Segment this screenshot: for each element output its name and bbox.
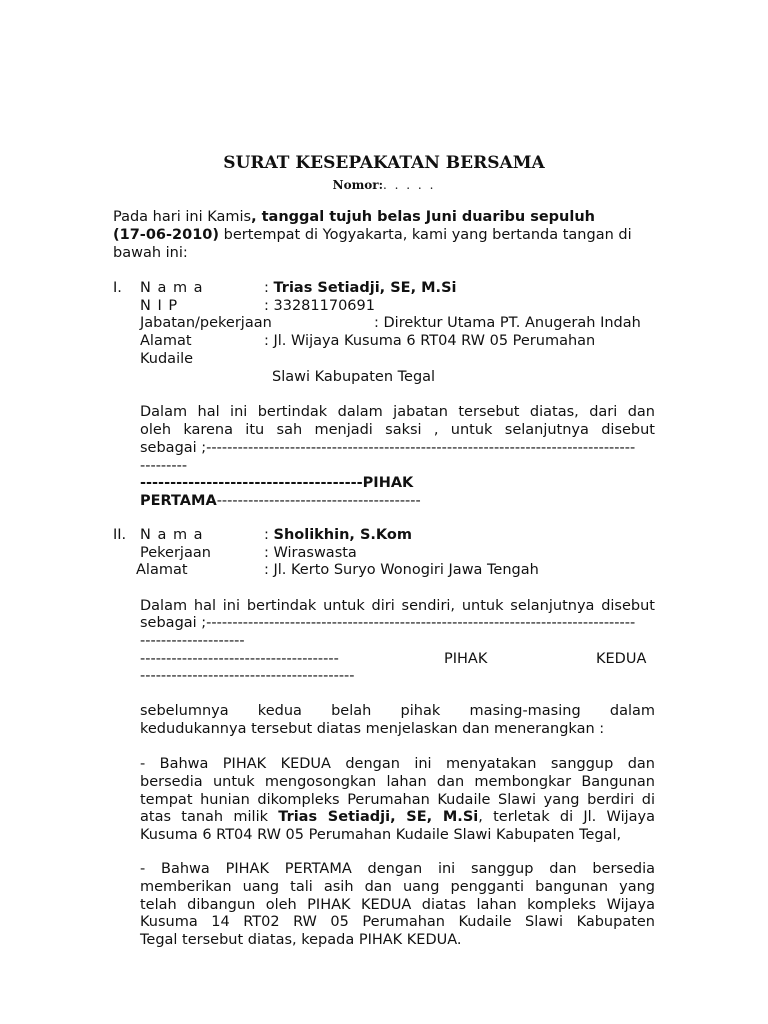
- party2-alamat: Jl. Kerto Suryo Wonogiri Jawa Tengah: [273, 562, 539, 578]
- party1-dashes: ---------------------------------------: [216, 493, 421, 509]
- party1-alamat-label: Alamat: [140, 333, 192, 349]
- document-title: SURAT KESEPAKATAN BERSAMA: [223, 153, 545, 173]
- statement-1-text-a: atas tanah milik: [140, 809, 279, 825]
- party2-pihak-dashes: --------------------------------------: [140, 651, 339, 667]
- statement-1-text-c: , terletak di Jl. Wijaya: [478, 809, 655, 825]
- party2-name: Sholikhin, S.Kom: [273, 527, 412, 543]
- nomor-value: . . . . .: [383, 178, 436, 192]
- party2-kedua: KEDUA: [596, 651, 647, 667]
- intro-date-words: , tanggal tujuh belas Juni duaribu sepuluh: [251, 209, 595, 225]
- colon: :: [264, 545, 274, 561]
- statement-2-line-3: telah dibangun oleh PIHAK KEDUA diatas lahan kompleks Wijaya: [140, 897, 655, 913]
- statement-1-owner: Trias Setiadji, SE, M.Si: [278, 809, 479, 825]
- party1-alamat-cont2: Slawi Kabupaten Tegal: [272, 369, 436, 385]
- party1-pihak-line: -------------------------------------PIHAK: [140, 475, 414, 491]
- party2-pekerjaan: Wiraswasta: [273, 545, 357, 561]
- party1-nama-label: N a m a: [140, 280, 204, 296]
- statement-2-line-4: Kusuma 14 RT02 RW 05 Perumahan Kudaile Slawi Kabupaten: [140, 914, 655, 930]
- statement-2-line-5: Tegal tersebut diatas, kepada PIHAK KEDUA.: [140, 932, 462, 948]
- party1-para-line-4: ---------: [140, 458, 188, 474]
- party1-number: I.: [113, 280, 122, 296]
- party2-nama-value: [264, 526, 412, 544]
- colon: :: [264, 562, 274, 578]
- party1-name: Trias Setiadji, SE, M.Si: [273, 280, 457, 296]
- party1-nip: 33281170691: [273, 298, 375, 314]
- statement-intro-line-1: sebelumnya kedua belah pihak masing-masing dalam: [140, 703, 655, 719]
- party1-nip-value: [264, 297, 375, 315]
- party2-pekerjaan-value: [264, 544, 357, 562]
- intro-line-1: [113, 208, 595, 226]
- party1-alamat-cont: Kudaile: [140, 351, 194, 367]
- party2-alamat-value: [264, 561, 539, 579]
- party2-para-line-2: sebagai ;----------------------------------------------------------------------------------: [140, 615, 636, 631]
- statement-1-line-5: Kusuma 6 RT04 RW 05 Perumahan Kudaile Slawi Kabupaten Tegal,: [140, 827, 622, 843]
- document-number: [0, 176, 768, 194]
- party1-jabatan-value: : Direktur Utama PT. Anugerah Indah: [374, 315, 641, 331]
- statement-2-line-1: - Bahwa PIHAK PERTAMA dengan ini sanggup dan bersedia: [140, 861, 655, 877]
- party2-pekerjaan-label: Pekerjaan: [140, 545, 211, 561]
- party2-para-line-5: -----------------------------------------: [140, 668, 355, 684]
- colon: :: [264, 298, 274, 314]
- statement-2-line-2: memberikan uang tali asih dan uang pengganti bangunan yang: [140, 879, 655, 895]
- party1-nip-label: N I P: [140, 298, 179, 314]
- colon: :: [264, 280, 274, 296]
- statement-intro-line-2: kedudukannya tersebut diatas menjelaskan dan menerangkan :: [140, 721, 605, 737]
- intro-line-2: [113, 226, 632, 244]
- party2-alamat-label: Alamat: [136, 562, 188, 578]
- party2-para-line-1: Dalam hal ini bertindak untuk diri sendiri, untuk selanjutnya disebut: [140, 598, 655, 614]
- party1-alamat-value: : Jl. Wijaya Kusuma 6 RT04 RW 05 Perumahan: [264, 333, 596, 349]
- party1-pertama-line: [140, 492, 421, 510]
- party1-pertama: PERTAMA: [140, 493, 217, 509]
- party1-para-line-1: Dalam hal ini bertindak dalam jabatan tersebut diatas, dari dan: [140, 404, 655, 420]
- party1-para-line-2: oleh karena itu sah menjadi saksi , untuk selanjutnya disebut: [140, 422, 655, 438]
- party1-para-line-3: sebagai ;----------------------------------------------------------------------------------: [140, 440, 636, 456]
- party1-jabatan-label: Jabatan/pekerjaan: [140, 315, 272, 331]
- colon: :: [264, 527, 274, 543]
- statement-1-line-3: tempat hunian dikompleks Perumahan Kudaile Slawi yang berdiri di: [140, 792, 655, 808]
- intro-place: bertempat di Yogyakarta, kami yang bertanda tangan di: [219, 227, 632, 243]
- party2-pihak: PIHAK: [444, 651, 488, 667]
- statement-1-line-1: - Bahwa PIHAK KEDUA dengan ini menyatakan sanggup dan: [140, 756, 655, 772]
- party2-nama-label: N a m a: [140, 527, 204, 543]
- statement-1-line-2: bersedia untuk mengosongkan lahan dan membongkar Bangunan: [140, 774, 655, 790]
- intro-day: Pada hari ini Kamis: [113, 209, 252, 225]
- intro-line-3: bawah ini:: [113, 245, 188, 261]
- party2-para-line-3: --------------------: [140, 633, 245, 649]
- statement-1-line-4: [140, 808, 655, 826]
- party1-nama-value: [264, 279, 456, 297]
- party2-number: II.: [113, 527, 127, 543]
- intro-date-numeric: (17-06-2010): [113, 227, 220, 243]
- nomor-label: Nomor:: [332, 178, 384, 192]
